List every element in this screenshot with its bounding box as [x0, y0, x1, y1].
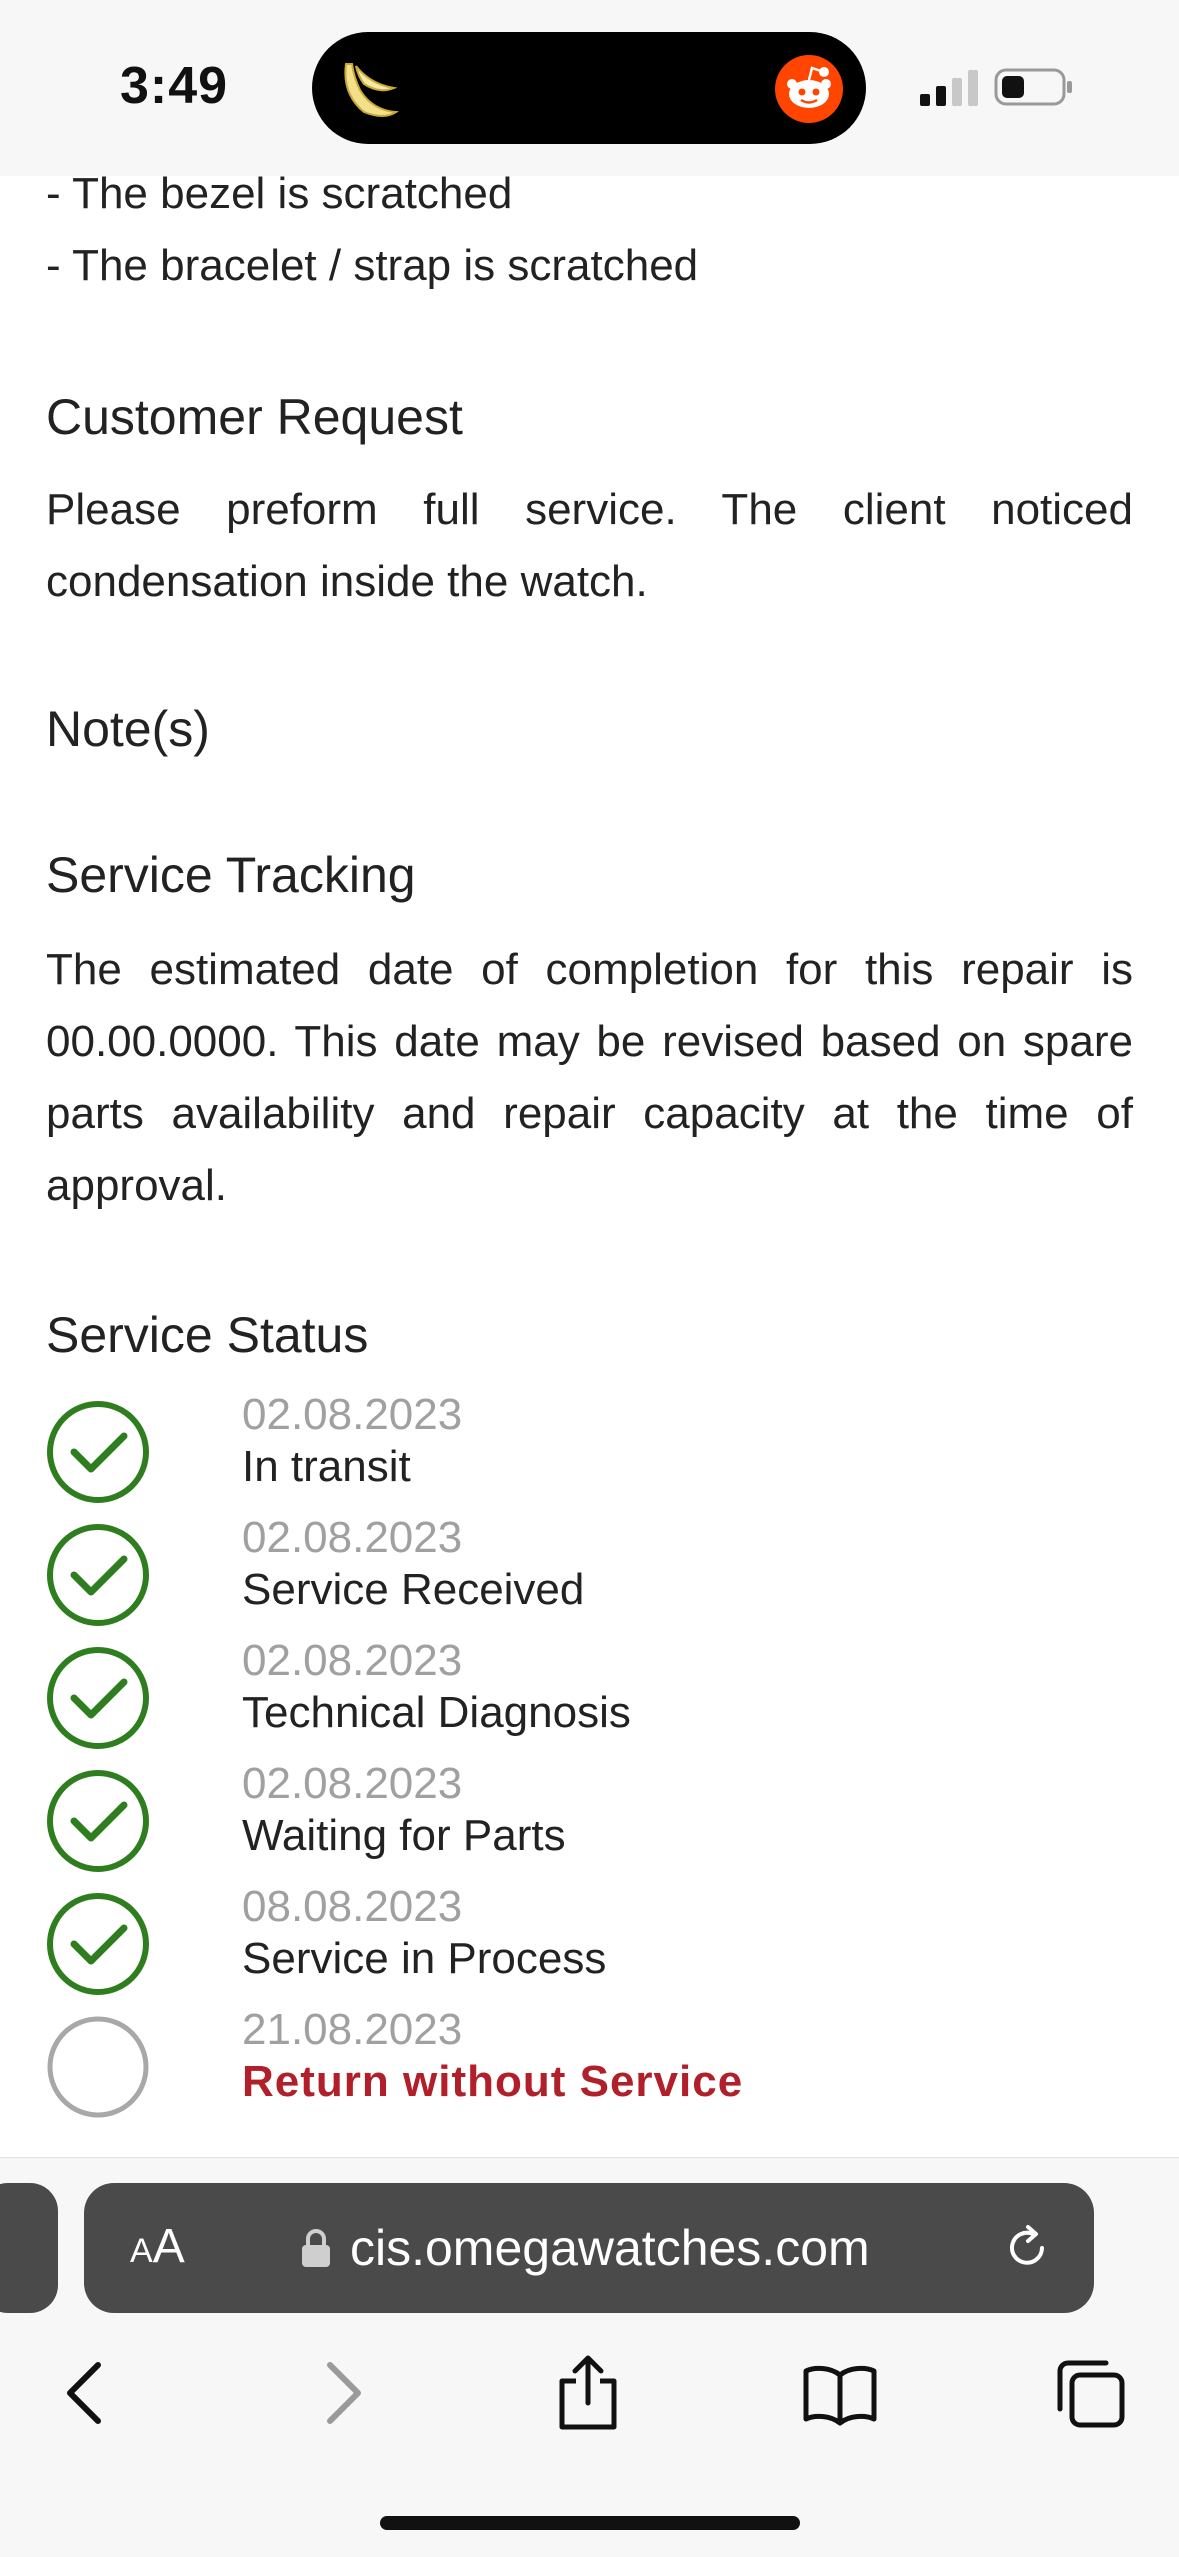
- customer-request-body: [46, 474, 1133, 618]
- damage-list: [46, 158, 1133, 302]
- status-step: [46, 1638, 1133, 1761]
- status-label: Technical Diagnosis: [242, 1688, 631, 1737]
- battery-icon: [994, 66, 1074, 108]
- lock-icon: [300, 2227, 332, 2269]
- status-step: [46, 1392, 1133, 1515]
- status-label: Waiting for Parts: [242, 1811, 566, 1860]
- notes-section: [46, 700, 1133, 758]
- status-date: 21.08.2023: [242, 2005, 463, 2054]
- status-label: In transit: [242, 1442, 411, 1491]
- status-date: 02.08.2023: [242, 1759, 463, 1808]
- url-text[interactable]: cis.omegawatches.com: [350, 2220, 870, 2276]
- check-circle-icon: [46, 1646, 150, 1750]
- banana-app-icon: [334, 54, 404, 124]
- share-icon[interactable]: [548, 2353, 628, 2433]
- aa-large: A: [152, 2220, 185, 2273]
- customer-request-title: Customer Request: [46, 389, 463, 445]
- customer-request-text: Please preform full service. The client noticed condensation inside the watch.: [46, 485, 1133, 606]
- address-bar[interactable]: [84, 2183, 1094, 2313]
- check-circle-icon: [46, 1892, 150, 1996]
- status-date: 02.08.2023: [242, 1390, 463, 1439]
- clock-time: 3:49: [120, 57, 229, 115]
- status-label: Service in Process: [242, 1934, 607, 1983]
- previous-tab-peek[interactable]: [0, 2183, 58, 2313]
- check-circle-icon: [46, 1769, 150, 1873]
- home-indicator[interactable]: [380, 2516, 800, 2530]
- forward-icon[interactable]: [300, 2353, 380, 2433]
- dynamic-island[interactable]: [312, 32, 866, 144]
- service-status-title: Service Status: [46, 1307, 369, 1363]
- damage-item: - The bracelet / strap is scratched: [46, 241, 699, 290]
- status-bar: [0, 0, 1179, 176]
- status-step: [46, 1515, 1133, 1638]
- browser-bottom-bar: [0, 2157, 1179, 2557]
- service-tracking-title: Service Tracking: [46, 847, 416, 903]
- service-tracking-section: [46, 846, 1133, 904]
- status-step: [46, 1884, 1133, 2007]
- empty-circle-icon: [46, 2015, 150, 2119]
- check-circle-icon: [46, 1400, 150, 1504]
- status-date: 02.08.2023: [242, 1636, 463, 1685]
- status-date: 08.08.2023: [242, 1882, 463, 1931]
- service-tracking-body: [46, 934, 1133, 1222]
- reload-icon[interactable]: [1000, 2221, 1054, 2275]
- service-status-section: [46, 1306, 1133, 1364]
- status-step: [46, 1761, 1133, 1884]
- tabs-icon[interactable]: [1050, 2353, 1130, 2433]
- status-date: 02.08.2023: [242, 1513, 463, 1562]
- status-label: Return without Service: [242, 2057, 744, 2106]
- status-label: Service Received: [242, 1565, 585, 1614]
- back-icon[interactable]: [48, 2353, 128, 2433]
- bookmarks-icon[interactable]: [800, 2353, 880, 2433]
- reader-settings-button[interactable]: [130, 2219, 185, 2274]
- customer-request-section: [46, 388, 1133, 446]
- reddit-icon: [774, 54, 844, 124]
- status-step: [46, 2007, 1133, 2130]
- check-circle-icon: [46, 1523, 150, 1627]
- damage-item: - The bezel is scratched: [46, 169, 513, 218]
- aa-small: A: [130, 2232, 153, 2270]
- service-tracking-text: The estimated date of completion for this repair is 00.00.0000. This date may be revised based on spare parts availability and repair capacity at the time of approval.: [46, 945, 1133, 1210]
- notes-title: Note(s): [46, 701, 210, 757]
- signal-icon: [920, 70, 980, 106]
